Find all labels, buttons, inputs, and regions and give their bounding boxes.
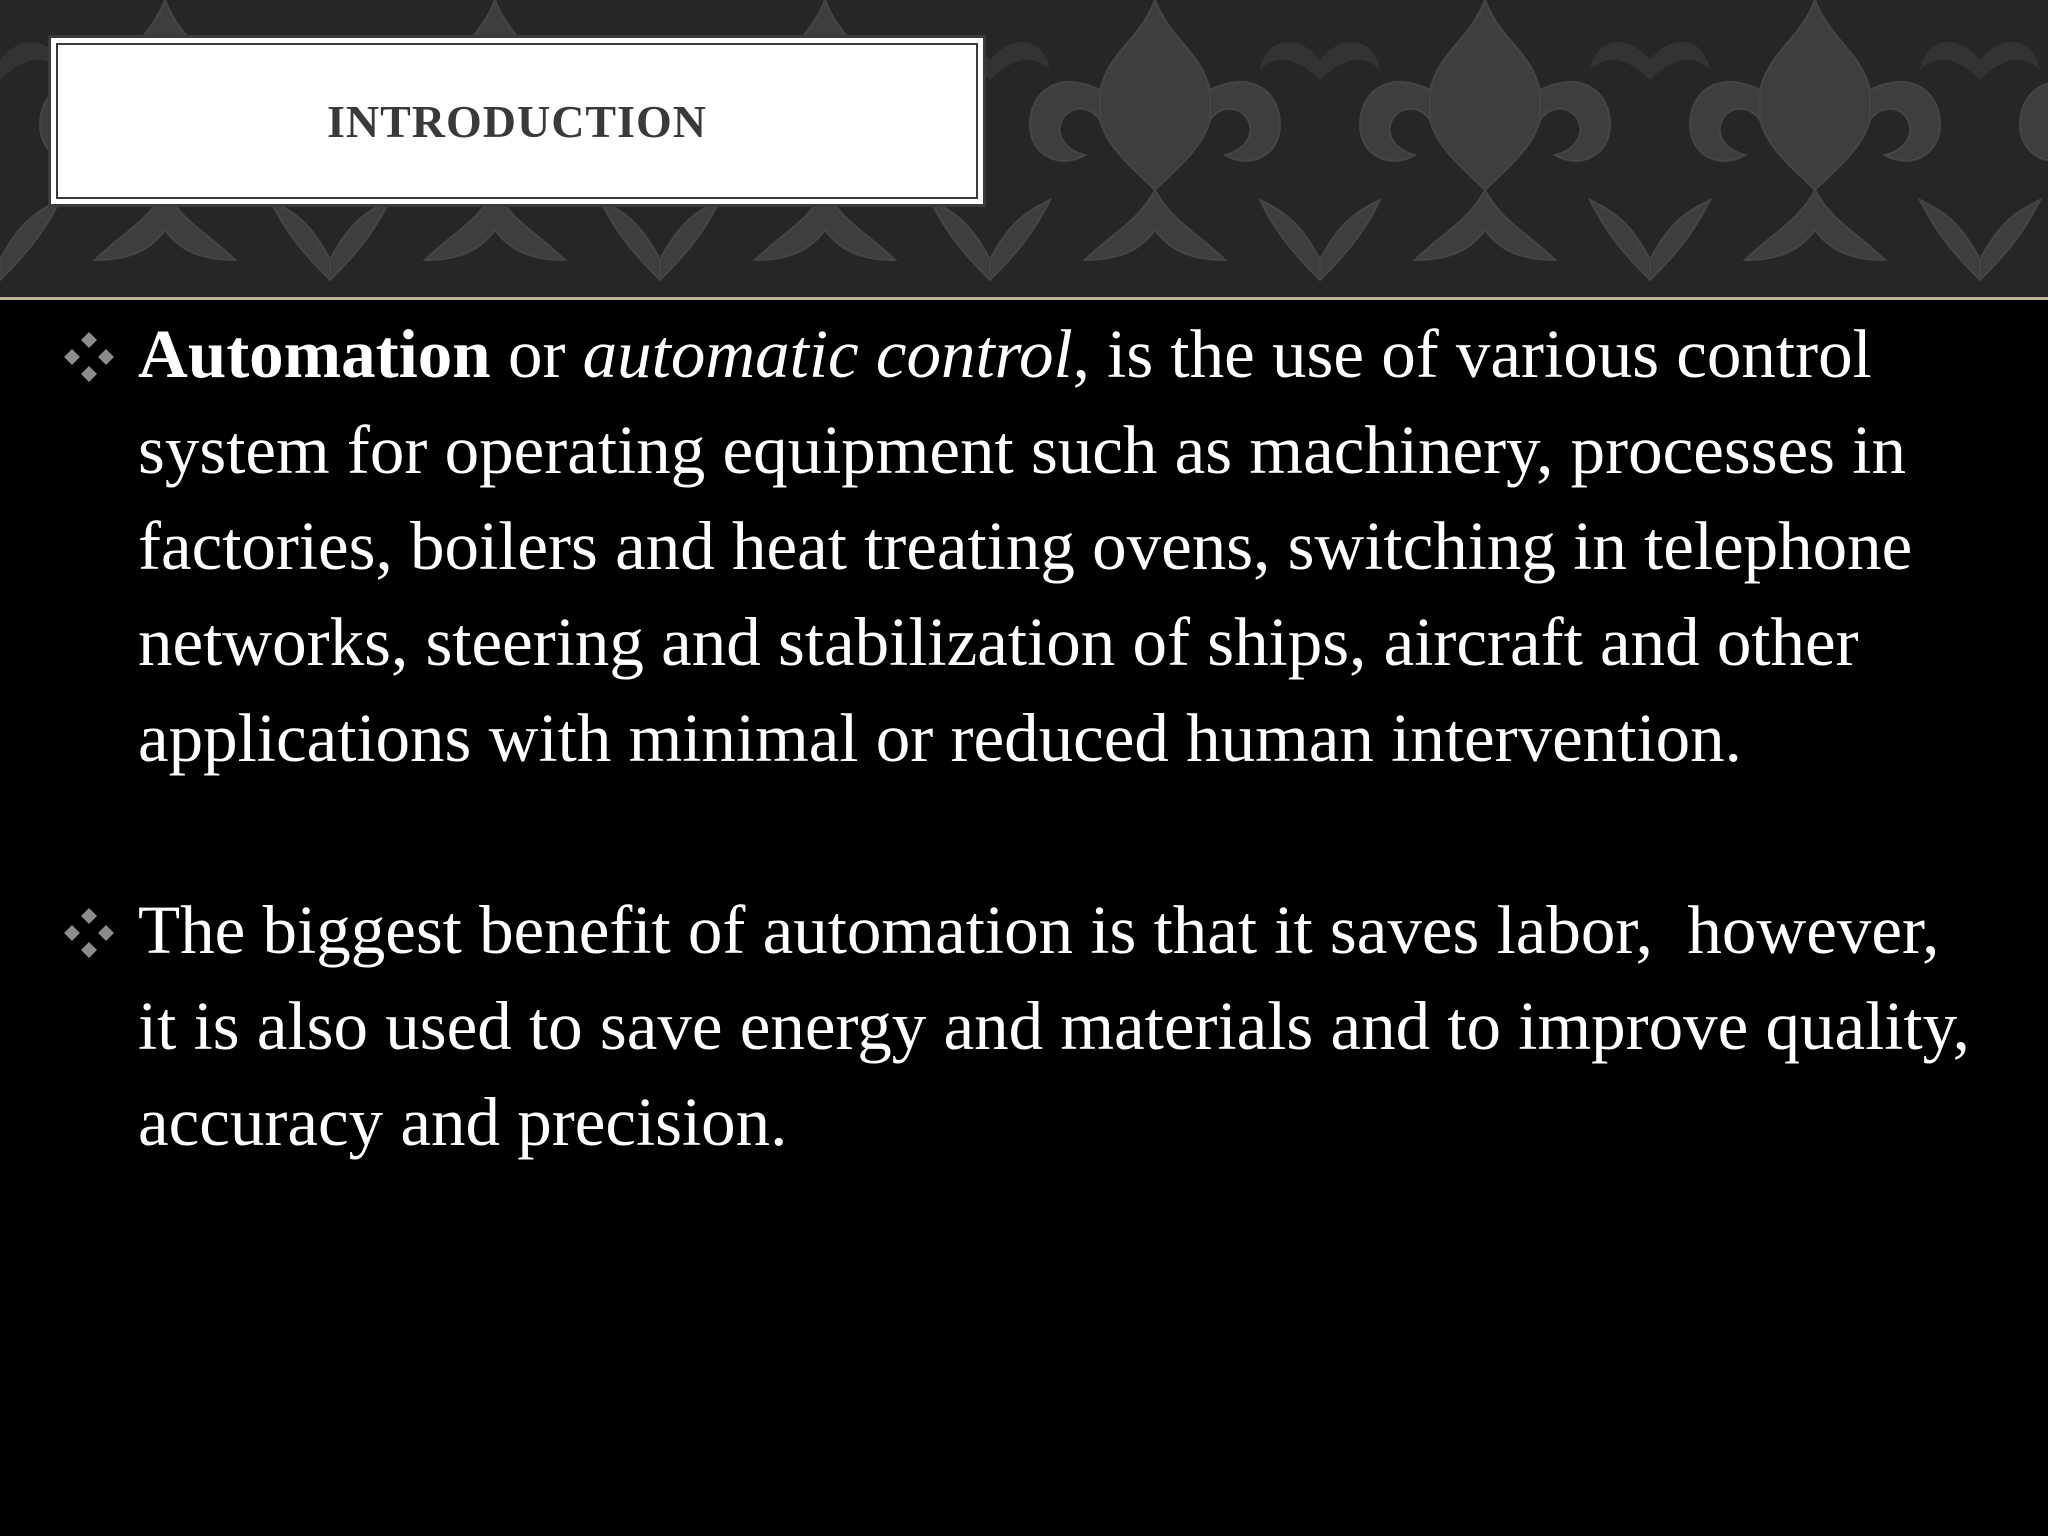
bullet-item-benefit [60, 882, 1990, 1170]
slide-body [60, 300, 1990, 1170]
bullet-text: , is the use of various control system for operating equipment such as machinery, processes in factories, boilers and heat treating ovens, switching in telephone networks, steering and stabilization of ships, aircraft and other applications with minimal or reduced human intervention. [138, 316, 1913, 776]
four-diamond-bullet-icon [60, 328, 118, 386]
bullet-item-automation [60, 306, 1990, 786]
four-diamond-bullet-icon [60, 904, 118, 962]
slide-title: INTRODUCTION [326, 95, 708, 147]
bullet-text: The biggest benefit of automation is that it saves labor, however, it is also used to save energy and materials and to improve quality, accuracy and precision. [138, 892, 1988, 1160]
bullet-connector: or [490, 316, 583, 392]
bullet-term-italic: automatic control [582, 316, 1073, 392]
title-box [48, 35, 986, 207]
damask-header-band [0, 0, 2048, 297]
bullet-term-bold: Automation [138, 316, 491, 392]
